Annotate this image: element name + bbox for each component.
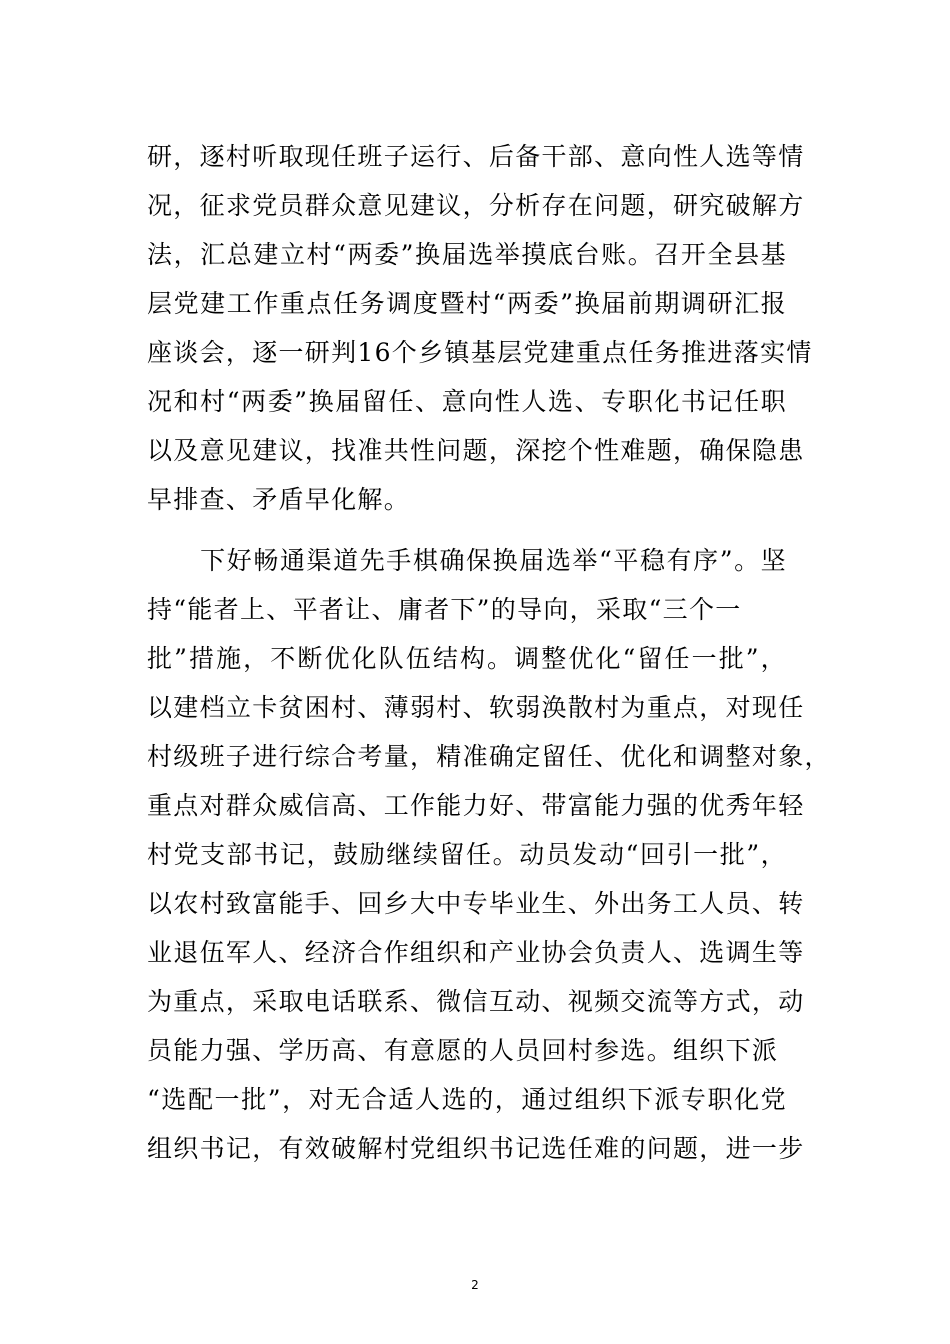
text-line: 员能力强、学历高、有意愿的人员回村参选。组织下派 — [147, 1036, 779, 1065]
text-line: 村党支部书记，鼓励继续留任。动员发动“回引一批”， — [147, 840, 787, 869]
text-line: 为重点，采取电话联系、微信互动、视频交流等方式，动 — [147, 987, 805, 1016]
text-line: 层党建工作重点任务调度暨村“两委”换届前期调研汇报 — [147, 289, 787, 318]
text-line: 以建档立卡贫困村、薄弱村、软弱涣散村为重点，对现任 — [147, 693, 805, 722]
text-line: 研，逐村听取现任班子运行、后备干部、意向性人选等情 — [147, 142, 805, 171]
text-line: 况和村“两委”换届留任、意向性人选、专职化书记任职 — [147, 387, 787, 416]
text-line: 法，汇总建立村“两委”换届选举摸底台账。召开全县基 — [147, 240, 787, 269]
text-line: 持“能者上、平者让、庸者下”的导向，采取“三个一 — [147, 595, 742, 624]
text-line: 以农村致富能手、回乡大中专毕业生、外出务工人员、转 — [147, 889, 805, 918]
text-line: 座谈会，逐一研判16个乡镇基层党建重点任务推进落实情 — [147, 338, 813, 367]
text-line: 以及意见建议，找准共性问题，深挖个性难题，确保隐患 — [147, 436, 805, 465]
text-line: “选配一批”，对无合适人选的，通过组织下派专职化党 — [147, 1085, 787, 1114]
text-line: 批”措施，不断优化队伍结构。调整优化“留任一批”， — [147, 644, 787, 673]
text-line: 业退伍军人、经济合作组织和产业协会负责人、选调生等 — [147, 938, 805, 967]
text-line: 早排查、矛盾早化解。 — [147, 485, 411, 514]
paragraph-1 — [147, 132, 813, 524]
text-line: 村级班子进行综合考量，精准确定留任、优化和调整对象， — [147, 742, 831, 771]
text-line: 重点对群众威信高、工作能力好、带富能力强的优秀年轻 — [147, 791, 805, 820]
paragraph-2 — [147, 536, 831, 1173]
page-number: 2 — [471, 1278, 479, 1292]
text-line: 组织书记，有效破解村党组织书记选任难的问题，进一步 — [147, 1134, 805, 1163]
text-line: 下好畅通渠道先手棋确保换届选举“平稳有序”。坚 — [147, 546, 787, 575]
text-line: 况，征求党员群众意见建议，分析存在问题，研究破解方 — [147, 191, 805, 220]
